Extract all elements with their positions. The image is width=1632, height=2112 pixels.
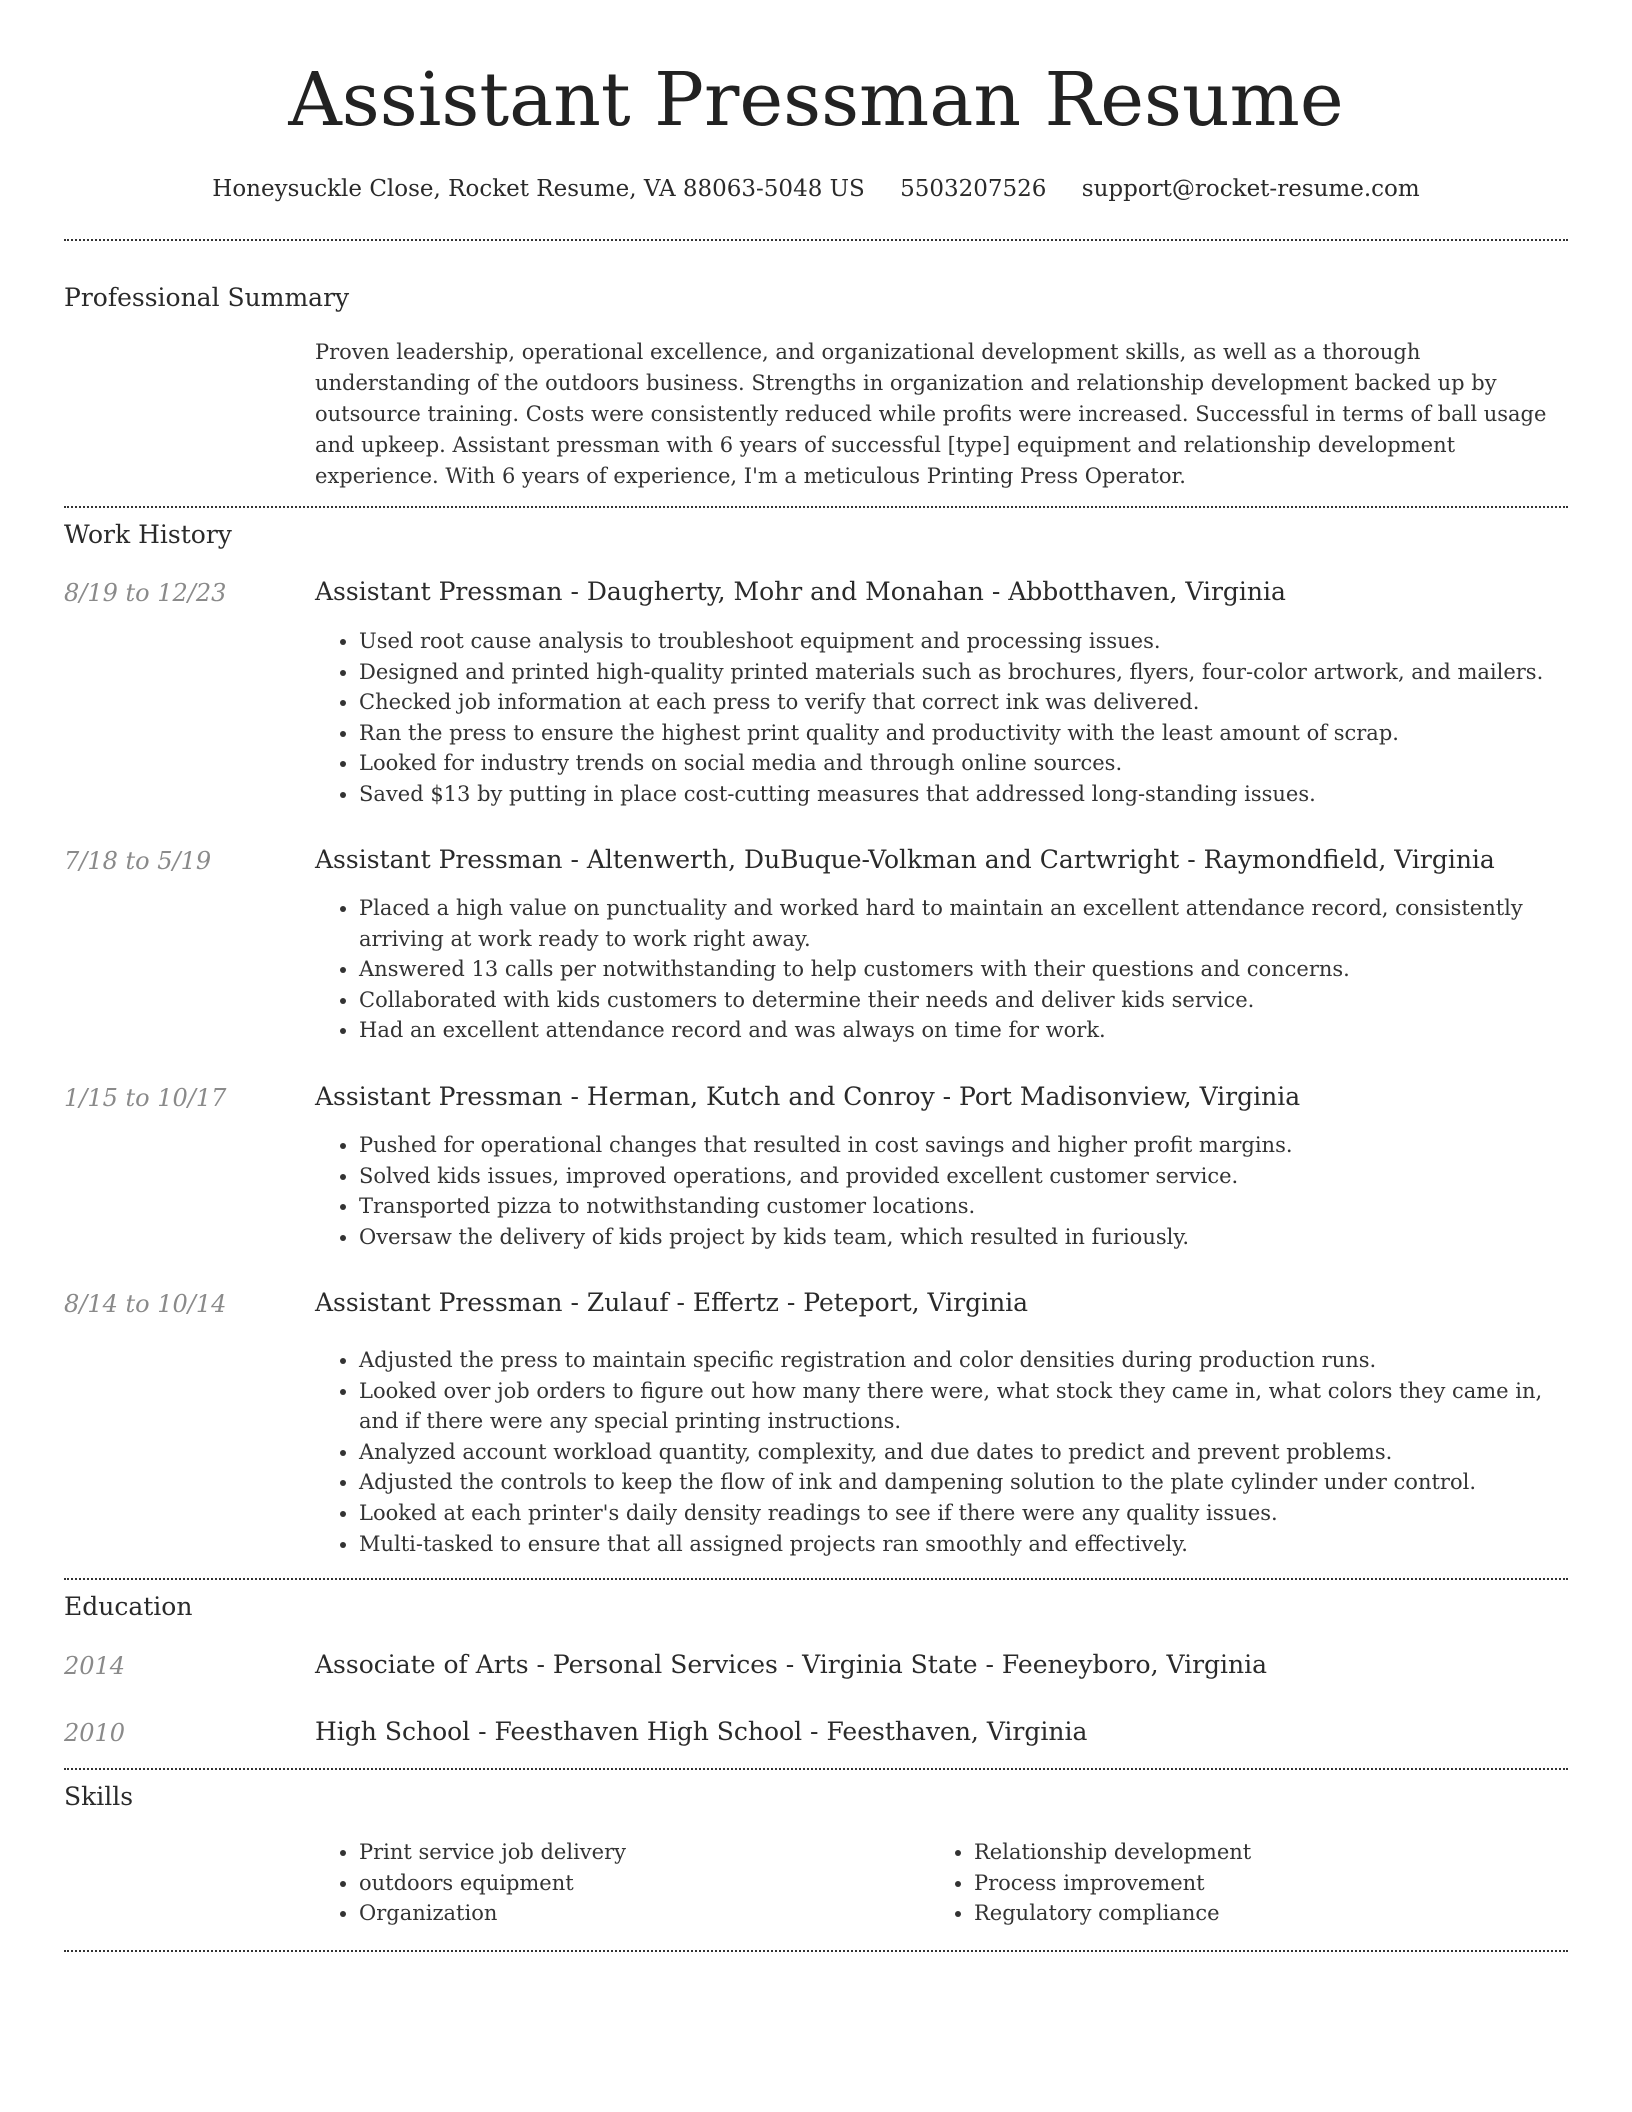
divider	[64, 506, 1568, 508]
job-title: Assistant Pressman - Daugherty, Mohr and Monahan - Abbotthaven, Virginia	[315, 577, 1286, 606]
education-heading: Education	[64, 1592, 193, 1621]
job-bullet: • Used root cause analysis to troubleshoot equipment and processing issues.	[359, 626, 1568, 657]
job-dates: 8/19 to 12/23	[64, 579, 227, 607]
skill-item: • Print service job delivery	[359, 1837, 915, 1868]
job-bullet: • Analyzed account workload quantity, complexity, and due dates to predict and prevent problems.	[359, 1437, 1568, 1468]
skill-item: • Relationship development	[974, 1837, 1530, 1868]
skill-item: • Organization	[359, 1898, 915, 1929]
job-bullet: • Answered 13 calls per notwithstanding to help customers with their questions and concerns.	[359, 954, 1568, 985]
job-dates: 8/14 to 10/14	[64, 1290, 227, 1318]
education-entry: High School - Feesthaven High School - Feesthaven, Virginia	[315, 1717, 1088, 1746]
education-year: 2014	[64, 1652, 126, 1680]
divider	[64, 1578, 1568, 1580]
job-bullet: • Multi-tasked to ensure that all assigned projects ran smoothly and effectively.	[359, 1529, 1568, 1560]
education-year: 2010	[64, 1719, 126, 1747]
job-bullet: • Looked over job orders to figure out how many there were, what stock they came in, what colors they came in, and if there were any special printing instructions.	[359, 1376, 1568, 1437]
job-bullet: • Transported pizza to notwithstanding customer locations.	[359, 1191, 1568, 1222]
contact-line	[64, 172, 1568, 206]
contact-address: Honeysuckle Close, Rocket Resume, VA 88063-5048 US	[212, 176, 865, 202]
job-bullet: • Collaborated with kids customers to determine their needs and deliver kids service.	[359, 985, 1568, 1016]
job-bullet: • Checked job information at each press to verify that correct ink was delivered.	[359, 687, 1568, 718]
job-bullets	[315, 626, 1568, 810]
job-bullet: • Saved $13 by putting in place cost-cutting measures that addressed long-standing issues.	[359, 779, 1568, 810]
job-title: Assistant Pressman - Herman, Kutch and Conroy - Port Madisonview, Virginia	[315, 1082, 1301, 1111]
job-bullet: • Pushed for operational changes that resulted in cost savings and higher profit margins.	[359, 1130, 1568, 1161]
job-bullets	[315, 1130, 1568, 1252]
job-dates: 1/15 to 10/17	[64, 1084, 227, 1112]
job-bullet: • Oversaw the delivery of kids project by kids team, which resulted in furiously.	[359, 1222, 1568, 1253]
job-bullet: • Ran the press to ensure the highest print quality and productivity with the least amount of scrap.	[359, 718, 1568, 749]
skill-item: • outdoors equipment	[359, 1868, 915, 1899]
job-bullet: • Adjusted the press to maintain specific registration and color densities during production runs.	[359, 1345, 1568, 1376]
education-entry: Associate of Arts - Personal Services - Virginia State - Feeneyboro, Virginia	[315, 1650, 1268, 1679]
job-title: Assistant Pressman - Zulauf - Effertz - Peteport, Virginia	[315, 1288, 1029, 1317]
job-title: Assistant Pressman - Altenwerth, DuBuque-Volkman and Cartwright - Raymondfield, Virginia	[315, 845, 1495, 874]
skills-heading: Skills	[64, 1782, 134, 1811]
job-bullet: • Looked for industry trends on social media and through online sources.	[359, 748, 1568, 779]
job-bullet: • Solved kids issues, improved operations, and provided excellent customer service.	[359, 1161, 1568, 1192]
job-dates: 7/18 to 5/19	[64, 847, 212, 875]
summary-text: Proven leadership, operational excellence, and organizational development skills, as well as a thorough understanding of the outdoors business. Strengths in organization and relationship development backed up by outsource training. Costs were consistently reduced while profits were increased. Successful in terms of ball usage and upkeep. Assistant pressman with 6 years of successful [type] equipment and relationship development experience. With 6 years of experience, I'm a meticulous Printing Press Operator.	[315, 340, 1547, 488]
job-bullet: • Had an excellent attendance record and was always on time for work.	[359, 1015, 1568, 1046]
skills-list-left	[315, 1837, 915, 1929]
job-bullets	[315, 1345, 1568, 1559]
contact-phone: 5503207526	[900, 176, 1047, 202]
divider	[64, 1950, 1568, 1952]
job-bullet: • Placed a high value on punctuality and worked hard to maintain an excellent attendance record, consistently arriving at work ready to work right away.	[359, 893, 1568, 954]
job-bullets	[315, 893, 1568, 1046]
contact-email: support@rocket-resume.com	[1081, 176, 1420, 202]
divider	[64, 239, 1568, 241]
skill-item: • Process improvement	[974, 1868, 1530, 1899]
job-bullet: • Looked at each printer's daily density readings to see if there were any quality issues.	[359, 1498, 1568, 1529]
summary-heading: Professional Summary	[64, 283, 350, 312]
job-bullet: • Adjusted the controls to keep the flow of ink and dampening solution to the plate cylinder under control.	[359, 1467, 1568, 1498]
job-bullet: • Designed and printed high-quality printed materials such as brochures, flyers, four-color artwork, and mailers.	[359, 657, 1568, 688]
skills-list-right	[930, 1837, 1530, 1929]
work-history-heading: Work History	[64, 520, 232, 549]
resume-title: Assistant Pressman Resume	[288, 57, 1344, 143]
skill-item: • Regulatory compliance	[974, 1898, 1530, 1929]
divider	[64, 1768, 1568, 1770]
